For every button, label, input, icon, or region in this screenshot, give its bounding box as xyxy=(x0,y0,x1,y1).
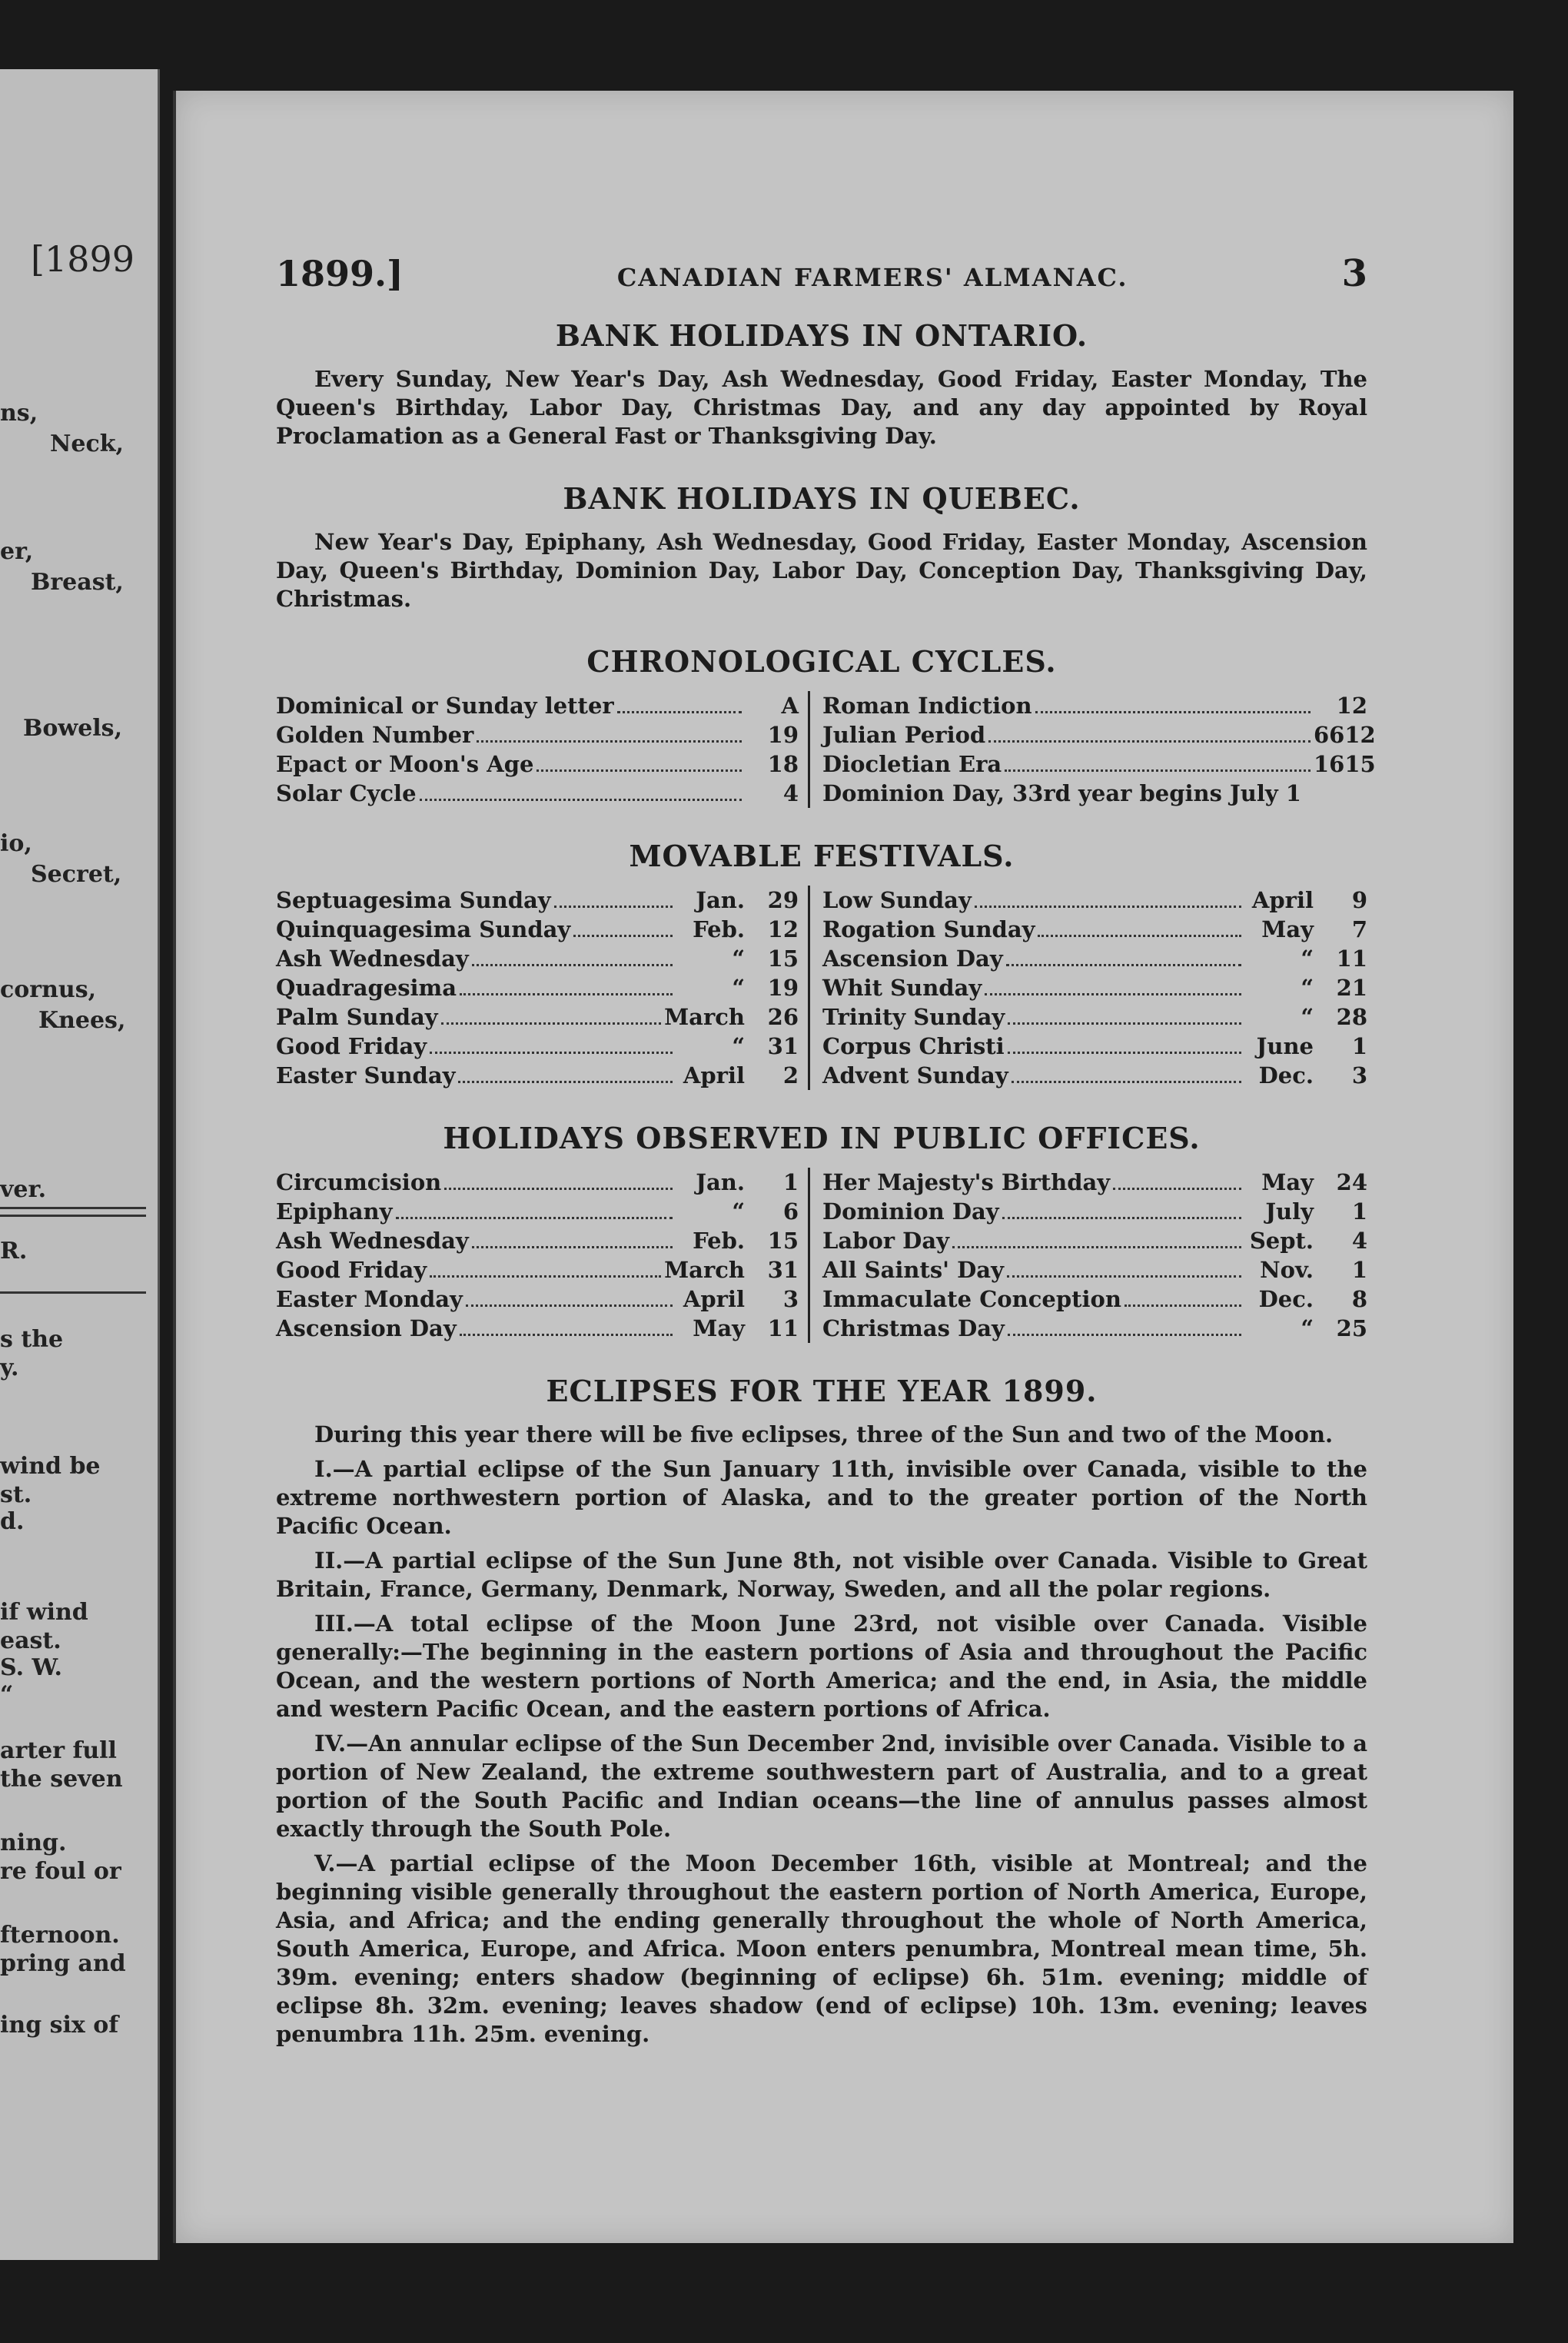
leader-dots xyxy=(460,1334,673,1336)
page-title: CANADIAN FARMERS' ALMANAC. xyxy=(616,263,1128,292)
leader-dots xyxy=(430,1275,661,1278)
festival-row xyxy=(822,1061,1367,1090)
festival-name: Rogation Sunday xyxy=(822,916,1035,942)
festival-row xyxy=(822,886,1367,915)
holiday-day: 8 xyxy=(1351,1286,1367,1312)
holiday-day: 4 xyxy=(1351,1228,1367,1254)
leader-dots xyxy=(477,740,742,743)
holiday-name: All Saints' Day xyxy=(822,1257,1004,1283)
festival-name: Quadragesima xyxy=(276,975,457,1001)
holiday-row xyxy=(822,1197,1367,1226)
holiday-day: 25 xyxy=(1336,1315,1367,1341)
left-page-header: [1899 xyxy=(31,238,135,280)
holiday-day: 11 xyxy=(767,1315,799,1341)
almanac-page xyxy=(173,91,1513,2243)
cycles-left-column xyxy=(276,691,810,808)
holiday-month: Feb. xyxy=(693,1228,745,1254)
festival-month: April xyxy=(683,1062,745,1088)
festival-name: Advent Sunday xyxy=(822,1062,1008,1088)
cycle-value: 18 xyxy=(767,751,799,777)
left-fragment: arter full xyxy=(0,1737,117,1764)
cycle-row xyxy=(822,720,1376,749)
cycle-label: Dominical or Sunday letter xyxy=(276,693,614,719)
left-fragment: Bowels, xyxy=(23,715,123,742)
leader-dots xyxy=(458,1081,673,1083)
leader-dots xyxy=(441,1022,661,1025)
festival-month: April xyxy=(1251,887,1314,913)
holiday-month: May xyxy=(1261,1169,1314,1195)
holiday-name: Immaculate Conception xyxy=(822,1286,1121,1312)
holiday-month: Jan. xyxy=(696,1169,745,1195)
festival-name: Ash Wednesday xyxy=(276,946,469,972)
ontario-text: Every Sunday, New Year's Day, Ash Wednesday, Good Friday, Easter Monday, The Queen's Birthday, Labor Day, Christmas Day, and any day appointed by Royal Proclamation as a General Fast or Thanksgiving Day. xyxy=(276,366,1367,449)
holiday-row xyxy=(822,1314,1367,1343)
leader-dots xyxy=(1007,1275,1241,1278)
cycle-label: Solar Cycle xyxy=(276,780,417,806)
holiday-row xyxy=(822,1255,1367,1284)
festival-row xyxy=(276,1032,799,1061)
festival-month: Dec. xyxy=(1258,1062,1314,1088)
leader-dots xyxy=(444,1188,673,1190)
left-fragment: “ xyxy=(0,1681,14,1708)
festival-row xyxy=(276,944,799,973)
leader-dots xyxy=(430,1052,673,1054)
leader-dots xyxy=(472,964,673,966)
festival-month: Jan. xyxy=(696,887,745,913)
leader-dots xyxy=(1005,769,1311,772)
left-fragment: er, xyxy=(0,538,34,565)
festival-day: 3 xyxy=(1351,1062,1367,1088)
quebec-text: New Year's Day, Epiphany, Ash Wednesday, Good Friday, Easter Monday, Ascension Day, Queen's Birthday, Dominion Day, Labor Day, Conception Day, Thanksgiving Day, Christmas. xyxy=(276,529,1367,612)
eclipse-intro: During this year there will be five eclipses, three of the Sun and two of the Moon. xyxy=(314,1421,1334,1447)
leader-dots xyxy=(988,740,1311,743)
festival-name: Quinquagesima Sunday xyxy=(276,916,571,942)
left-fragment: S. W. xyxy=(0,1654,62,1681)
holiday-row xyxy=(276,1168,799,1197)
cycle-row xyxy=(822,779,1367,808)
holiday-name: Easter Monday xyxy=(276,1286,463,1312)
festival-day: 1 xyxy=(1351,1033,1367,1059)
left-fragment: cornus, xyxy=(0,976,97,1003)
festivals-table xyxy=(276,886,1367,1090)
leader-dots xyxy=(1113,1188,1241,1190)
eclipses-section xyxy=(276,1421,1367,2049)
holiday-month: “ xyxy=(732,1198,745,1225)
left-fragment: east. xyxy=(0,1627,61,1654)
festival-row xyxy=(822,944,1367,973)
left-fragment: io, xyxy=(0,830,32,857)
festival-row xyxy=(276,886,799,915)
cycles-heading: CHRONOLOGICAL CYCLES. xyxy=(586,644,1057,679)
festival-name: Good Friday xyxy=(276,1033,427,1059)
holiday-name: Ascension Day xyxy=(276,1315,457,1341)
leader-dots xyxy=(396,1217,673,1219)
leader-dots xyxy=(985,993,1241,995)
festival-month: May xyxy=(1261,916,1314,942)
festival-month: “ xyxy=(732,975,745,1001)
holiday-name: Christmas Day xyxy=(822,1315,1005,1341)
cycle-row xyxy=(276,720,799,749)
cycle-value: 19 xyxy=(767,722,799,748)
holiday-row xyxy=(276,1197,799,1226)
festival-month: “ xyxy=(732,946,745,972)
leader-dots xyxy=(420,799,742,801)
holiday-row xyxy=(276,1226,799,1255)
leader-dots xyxy=(554,906,673,908)
page-content xyxy=(276,252,1376,2055)
cycle-label: Golden Number xyxy=(276,722,474,748)
cycle-row xyxy=(822,691,1367,720)
holiday-row xyxy=(822,1226,1367,1255)
holiday-day: 31 xyxy=(767,1257,799,1283)
festivals-heading: MOVABLE FESTIVALS. xyxy=(629,839,1015,873)
leader-dots xyxy=(1008,1022,1241,1025)
festival-row xyxy=(822,973,1367,1002)
page-year: 1899.] xyxy=(276,253,404,294)
left-fragment: d. xyxy=(0,1508,25,1535)
festival-name: Ascension Day xyxy=(822,946,1003,972)
left-rule xyxy=(0,1207,146,1209)
holiday-name: Epiphany xyxy=(276,1198,393,1225)
running-head xyxy=(276,252,1367,295)
holiday-row xyxy=(276,1314,799,1343)
holiday-row xyxy=(822,1284,1367,1314)
holiday-month: Sept. xyxy=(1249,1228,1314,1254)
festival-day: 26 xyxy=(767,1004,799,1030)
holiday-month: March xyxy=(664,1257,745,1283)
leader-dots xyxy=(466,1304,673,1307)
holiday-month: July xyxy=(1265,1198,1314,1225)
left-fragment: s the xyxy=(0,1326,64,1353)
holiday-name: Dominion Day xyxy=(822,1198,999,1225)
left-fragment: ns, xyxy=(0,400,38,427)
previous-page xyxy=(0,69,160,2260)
left-fragment: wind be xyxy=(0,1453,101,1480)
left-fragment: Neck, xyxy=(50,430,125,457)
left-fragment: fternoon. xyxy=(0,1922,120,1949)
festival-row xyxy=(276,1061,799,1090)
festival-day: 9 xyxy=(1351,887,1367,913)
holiday-name: Labor Day xyxy=(822,1228,949,1254)
holiday-row xyxy=(822,1168,1367,1197)
left-fragment: Secret, xyxy=(31,861,122,888)
left-fragment: pring and xyxy=(0,1950,126,1977)
cycle-label: Diocletian Era xyxy=(822,751,1002,777)
holiday-day: 1 xyxy=(782,1169,799,1195)
leader-dots xyxy=(1008,1052,1241,1054)
holiday-month: Dec. xyxy=(1258,1286,1314,1312)
cycle-label: Epact or Moon's Age xyxy=(276,751,534,777)
cycle-value: 6612 xyxy=(1314,722,1376,748)
cycle-row xyxy=(276,749,799,779)
left-fragment: Knees, xyxy=(38,1007,126,1034)
eclipses-heading: ECLIPSES FOR THE YEAR 1899. xyxy=(546,1374,1098,1408)
left-fragment: st. xyxy=(0,1481,32,1508)
festival-day: 15 xyxy=(767,946,799,972)
festival-name: Low Sunday xyxy=(822,887,972,913)
holiday-name: Circumcision xyxy=(276,1169,442,1195)
leader-dots xyxy=(1038,935,1241,937)
festival-month: Feb. xyxy=(693,916,745,942)
eclipse-paragraph: V.—A partial eclipse of the Moon December 16th, visible at Montreal; and the beginning visible generally throughout the eastern portion of North America, Europe, Asia, and Africa; and the ending generally throughout the whole of North America, South America, Europe, and Africa. Moon enters penumbra, Montreal mean time, 5h. 39m. evening; enters shadow (beginning of eclipse) 6h. 51m. evening; middle of eclipse 8h. 32m. evening; leaves shadow (end of eclipse) 10h. 13m. evening; leaves penumbra 11h. 25m. evening. xyxy=(276,1850,1367,2047)
leader-dots xyxy=(952,1246,1241,1248)
festival-day: 7 xyxy=(1351,916,1367,942)
page-number: 3 xyxy=(1341,252,1367,295)
holiday-month: Nov. xyxy=(1260,1257,1314,1283)
festival-day: 11 xyxy=(1336,946,1367,972)
holiday-name: Her Majesty's Birthday xyxy=(822,1169,1111,1195)
festival-name: Palm Sunday xyxy=(276,1004,438,1030)
festival-month: “ xyxy=(1301,946,1314,972)
holiday-month: May xyxy=(693,1315,745,1341)
festivals-right-column xyxy=(810,886,1367,1090)
cycle-value: 1615 xyxy=(1314,751,1376,777)
festival-row xyxy=(276,1002,799,1032)
leader-dots xyxy=(1125,1304,1241,1307)
holiday-row xyxy=(276,1255,799,1284)
leader-dots xyxy=(975,906,1241,908)
cycle-row xyxy=(276,779,799,808)
festival-month: June xyxy=(1256,1033,1314,1059)
festival-day: 2 xyxy=(782,1062,799,1088)
cycle-value: A xyxy=(781,693,799,719)
festival-month: “ xyxy=(1301,1004,1314,1030)
holiday-name: Ash Wednesday xyxy=(276,1228,469,1254)
holiday-day: 15 xyxy=(767,1228,799,1254)
festival-day: 19 xyxy=(767,975,799,1001)
eclipse-paragraph: II.—A partial eclipse of the Sun June 8th, not visible over Canada. Visible to Great Britain, France, Germany, Denmark, Norway, Sweden, and all the polar regions. xyxy=(276,1547,1367,1602)
holiday-name: Good Friday xyxy=(276,1257,427,1283)
festival-name: Septuagesima Sunday xyxy=(276,887,551,913)
festival-row xyxy=(822,1032,1367,1061)
festival-day: 31 xyxy=(767,1033,799,1059)
leader-dots xyxy=(1012,1081,1241,1083)
ontario-heading: BANK HOLIDAYS IN ONTARIO. xyxy=(555,318,1088,353)
cycles-table xyxy=(276,691,1376,808)
festival-name: Corpus Christi xyxy=(822,1033,1005,1059)
cycle-row xyxy=(822,749,1376,779)
left-fragment: ning. xyxy=(0,1830,67,1856)
eclipse-paragraph: III.—A total eclipse of the Moon June 23rd, not visible over Canada. Visible generally:—The beginning in the eastern portions of Asia and throughout the Pacific Ocean, and the western portions of North America; and the end, in Asia, the middle and western Pacific Ocean, and the eastern portions of Africa. xyxy=(276,1610,1367,1722)
cycle-value: 12 xyxy=(1336,693,1367,719)
leader-dots xyxy=(472,1246,673,1248)
festivals-left-column xyxy=(276,886,810,1090)
eclipse-paragraph: IV.—An annular eclipse of the Sun December 2nd, invisible over Canada. Visible to a portion of New Zealand, the extreme southwestern part of Australia, and to a great portion of the South Pacific and Indian oceans—the line of annulus passes almost exactly through the South Pole. xyxy=(276,1730,1367,1842)
holiday-day: 1 xyxy=(1351,1198,1367,1225)
cycle-value: 4 xyxy=(782,780,799,806)
festival-name: Trinity Sunday xyxy=(822,1004,1005,1030)
holiday-row xyxy=(276,1284,799,1314)
leader-dots xyxy=(573,935,673,937)
cycle-row xyxy=(276,691,799,720)
left-fragment: ing six of xyxy=(0,2012,119,2039)
holiday-day: 3 xyxy=(782,1286,799,1312)
cycle-label: Julian Period xyxy=(822,722,986,748)
public-offices-heading: HOLIDAYS OBSERVED IN PUBLIC OFFICES. xyxy=(443,1121,1201,1155)
festival-row xyxy=(276,973,799,1002)
festival-row xyxy=(822,915,1367,944)
festival-day: 12 xyxy=(767,916,799,942)
festival-month: March xyxy=(664,1004,745,1030)
left-fragment: ver. xyxy=(0,1176,47,1203)
leader-dots xyxy=(617,711,742,713)
festival-name: Whit Sunday xyxy=(822,975,982,1001)
leader-dots xyxy=(1002,1217,1241,1219)
left-fragment: if wind xyxy=(0,1599,88,1626)
holiday-day: 24 xyxy=(1336,1169,1367,1195)
leader-dots xyxy=(1035,711,1311,713)
leader-dots xyxy=(537,769,742,772)
festival-day: 21 xyxy=(1336,975,1367,1001)
leader-dots xyxy=(460,993,673,995)
festival-row xyxy=(822,1002,1367,1032)
left-rule xyxy=(0,1291,146,1294)
cycle-label: Roman Indiction xyxy=(822,693,1032,719)
public-offices-left-column xyxy=(276,1168,810,1343)
holiday-day: 6 xyxy=(782,1198,799,1225)
public-offices-right-column xyxy=(810,1168,1367,1343)
holiday-month: April xyxy=(683,1286,745,1312)
left-fragment: Breast, xyxy=(31,569,124,596)
festival-month: “ xyxy=(732,1033,745,1059)
left-fragment: y. xyxy=(0,1354,19,1381)
eclipse-paragraph: I.—A partial eclipse of the Sun January 11th, invisible over Canada, visible to the extreme northwestern portion of Alaska, and to the greater portion of the North Pacific Ocean. xyxy=(276,1456,1367,1539)
left-fragment: the seven xyxy=(0,1766,123,1793)
cycle-label: Dominion Day, 33rd year begins July 1 xyxy=(822,780,1301,806)
festival-name: Easter Sunday xyxy=(276,1062,456,1088)
festival-day: 29 xyxy=(767,887,799,913)
leader-dots xyxy=(1008,1334,1241,1336)
left-rule xyxy=(0,1215,146,1217)
holiday-month: “ xyxy=(1301,1315,1314,1341)
cycles-right-column xyxy=(810,691,1376,808)
left-fragment: re foul or xyxy=(0,1858,121,1885)
festival-row xyxy=(276,915,799,944)
quebec-heading: BANK HOLIDAYS IN QUEBEC. xyxy=(563,481,1081,516)
festival-month: “ xyxy=(1301,975,1314,1001)
leader-dots xyxy=(1006,964,1241,966)
public-offices-table xyxy=(276,1168,1367,1343)
left-fragment: R. xyxy=(0,1238,28,1265)
holiday-day: 1 xyxy=(1351,1257,1367,1283)
festival-day: 28 xyxy=(1336,1004,1367,1030)
